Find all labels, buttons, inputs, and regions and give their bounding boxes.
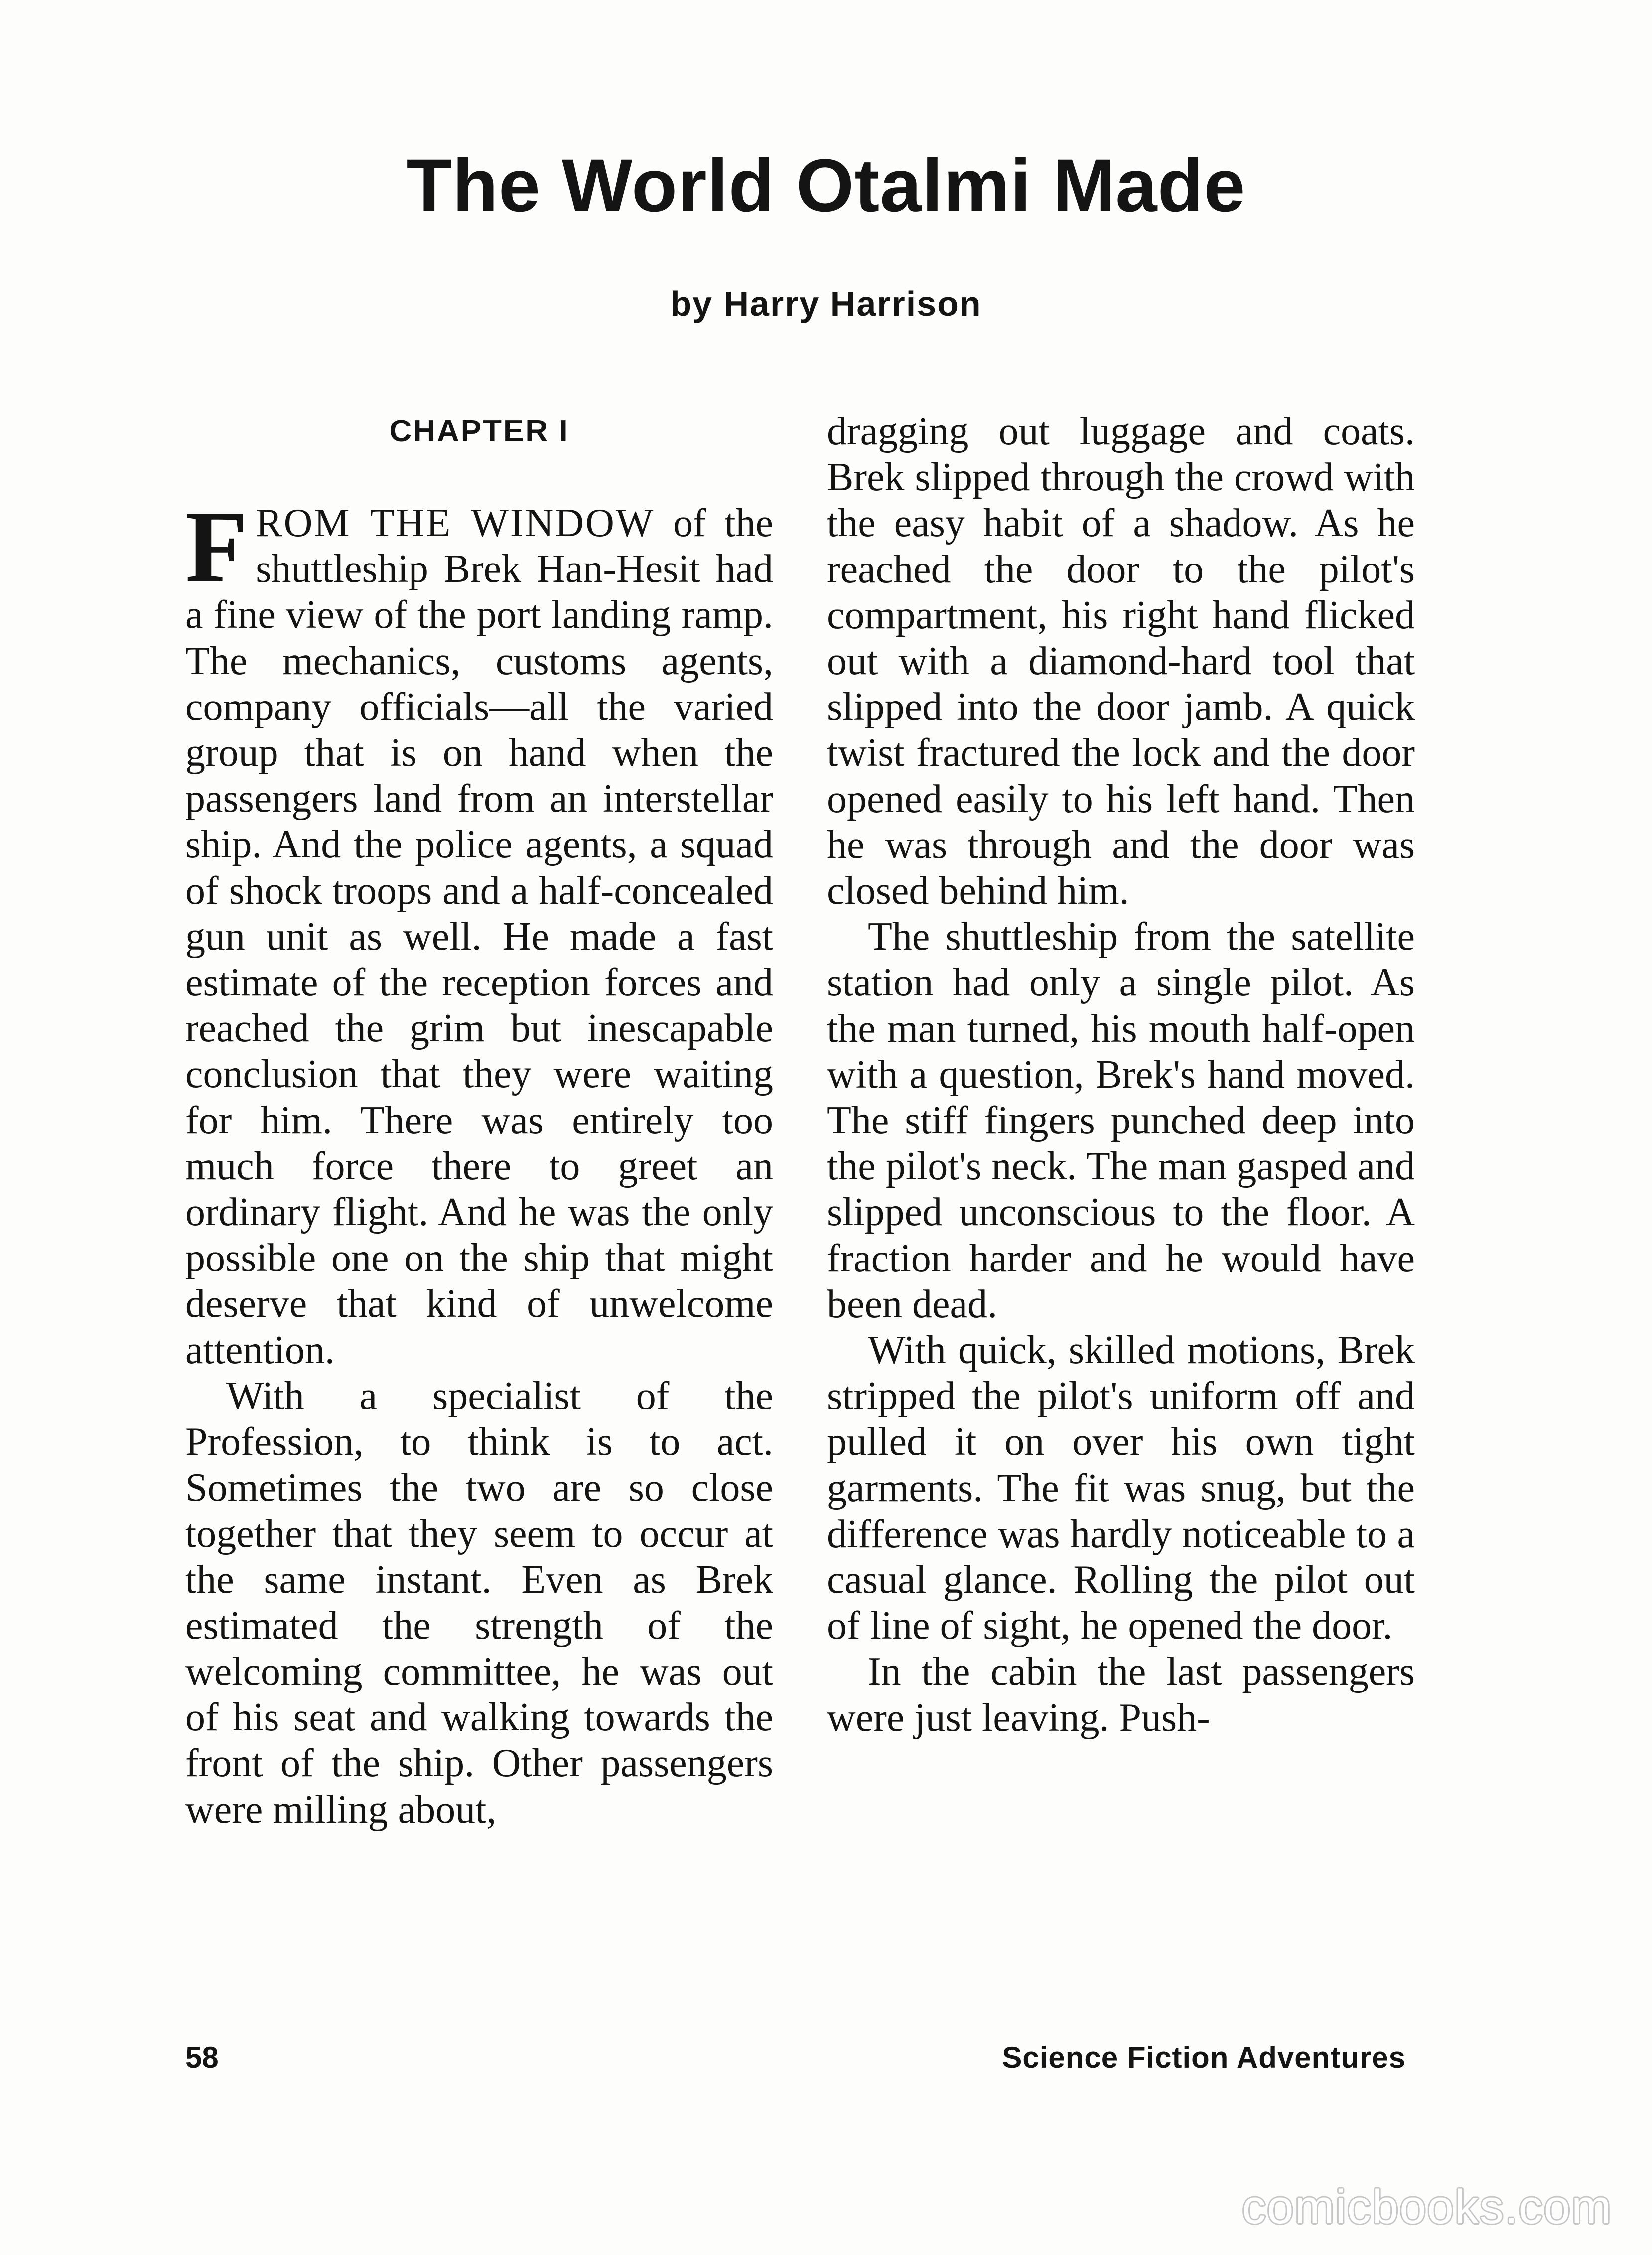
opening-paragraph xyxy=(185,490,773,1373)
paragraph: With quick, skilled motions, Brek stripped the pilot's uniform off and pulled it on over his own tight garments. The fit was snug, but the difference was hardly noticeable to a casual glance. Rolling the pilot out of line of sight, he opened the door. xyxy=(827,1328,1415,1648)
opening-paragraph-text: of the shuttleship Brek Han-Hesit had a fine view of the port landing ramp. The mechanics, customs agents, company officials—all the varied group that is on hand when the passengers land from an interstellar ship. And the police agents, a squad of shock troops and a half-concealed gun unit as well. He made a fast estimate of the reception forces and reached the grim but inescapable conclusion that they were waiting for him. There was entirely too much force there to greet an ordinary flight. And he was the only possible one on the ship that might deserve that kind of unwelcome attention. xyxy=(185,501,773,1372)
site-watermark: comicbooks.com xyxy=(1242,2180,1612,2234)
paragraph: The shuttleship from the satellite station had only a single pilot. As the man turned, his mouth half-open with a question, Brek's hand moved. The stiff fingers punched deep into the pilot's neck. The man gasped and slipped unconscious to the floor. A fraction harder and he would have been dead. xyxy=(827,915,1415,1326)
story-byline: by Harry Harrison xyxy=(670,284,982,323)
chapter-heading: CHAPTER I xyxy=(389,414,569,448)
right-text-column xyxy=(827,409,1415,1741)
drop-cap: F xyxy=(185,490,248,603)
paragraph: With a specialist of the Profession, to think is to act. Sometimes the two are so close together that they seem to occur at the same instant. Even as Brek estimated the strength of the welcoming committee, he was out of his seat and walking towards the front of the ship. Other passengers were milling about, xyxy=(185,1374,773,1832)
magazine-name: Science Fiction Adventures xyxy=(1002,2041,1406,2074)
page-number: 58 xyxy=(185,2041,219,2074)
paragraph-continued: dragging out luggage and coats. Brek slipped through the crowd with the easy habit of a shadow. As he reached the door to the pilot's compartment, his right hand flicked out with a diamond-hard tool that slipped into the door jamb. A quick twist fractured the lock and the door opened easily to his left hand. Then he was through and the door was closed behind him. xyxy=(827,410,1415,913)
left-text-column xyxy=(185,409,773,1832)
paragraph: In the cabin the last passengers were just leaving. Push- xyxy=(827,1650,1415,1740)
story-title: The World Otalmi Made xyxy=(406,143,1246,227)
opening-smallcaps: ROM THE WINDOW xyxy=(256,501,655,545)
